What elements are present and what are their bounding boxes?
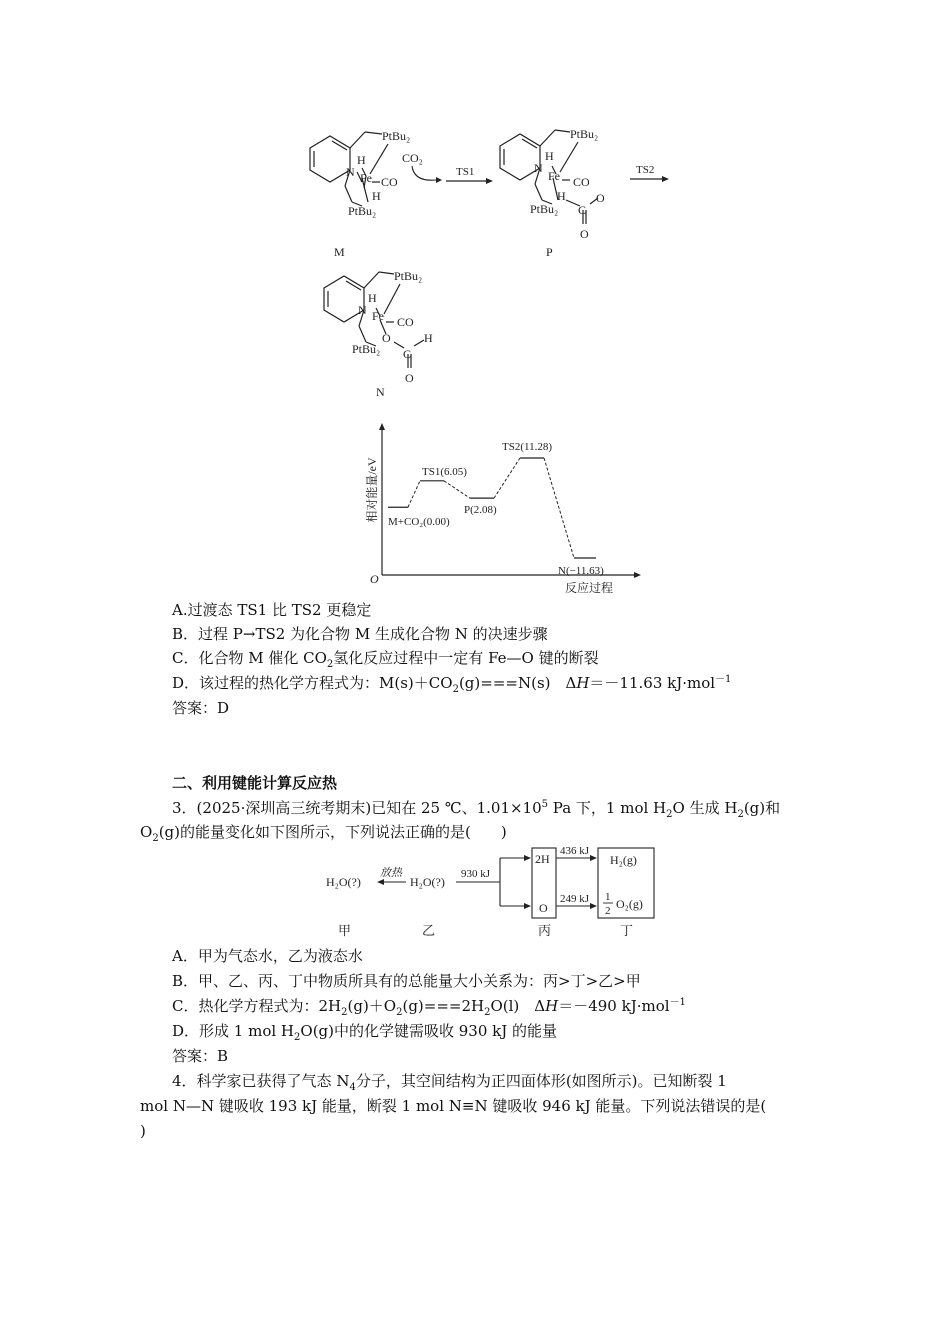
yi-species: H₂O(?) xyxy=(410,875,445,889)
q2-answer: 答案：D xyxy=(172,699,230,717)
label-n: N xyxy=(376,385,385,399)
p-c: C xyxy=(578,203,587,217)
energy-label-4: N(−11.63) xyxy=(558,565,604,577)
ts2-arrow-label: TS2 xyxy=(636,164,655,176)
q2-option-d: D．该过程的热化学方程式为：$M(s)+CO_2(g)===N(s)$ ΔH＝－11.63 kJ·mol$^{-1}$ xyxy=(172,674,732,695)
co2-curved-arrow xyxy=(412,166,436,180)
q3-option-b: B．甲、乙、丙、丁中物质所具有的总能量大小关系为：丙>丁>乙>甲 xyxy=(172,972,641,990)
p-o-bottom: O xyxy=(580,227,589,241)
q3-option-a: A．甲为气态水，乙为液态水 xyxy=(172,947,363,965)
chart-ylabel: 相对能量/eV xyxy=(365,457,379,523)
n-n: N xyxy=(358,303,367,317)
m-group-top: PtBu₂ xyxy=(382,129,411,143)
q2-option-b: B．过程 P→TS2 为化合物 M 生成化合物 N 的决速步骤 xyxy=(172,625,548,643)
e436-label: 436 kJ xyxy=(560,845,590,857)
reaction-scheme xyxy=(290,120,690,410)
q4-stem-line-1: 4．科学家已获得了气态 $N_4$分子，其空间结构为正四面体形(如图所示)。已知断裂 1 xyxy=(172,1072,727,1093)
ding-half-num: 1 xyxy=(605,891,611,903)
p-group-top: PtBu₂ xyxy=(570,127,599,141)
label-jia: 甲 xyxy=(338,923,352,938)
m-h-top: H xyxy=(357,153,366,167)
n-o-bottom: O xyxy=(405,371,414,385)
release-heat-label: 放热 xyxy=(380,867,402,879)
energy-connector-2 xyxy=(494,458,520,498)
energy-label-2: P(2.08) xyxy=(464,504,497,517)
label-yi: 乙 xyxy=(422,923,436,938)
energy-connector-3 xyxy=(544,458,574,558)
ding-o2: O₂(g) xyxy=(616,897,643,911)
n-h-top: H xyxy=(368,291,377,305)
e930-label: 930 kJ xyxy=(461,868,491,880)
e436-arrow-head xyxy=(590,855,597,861)
label-bing: 丙 xyxy=(538,923,552,938)
jia-species: H₂O(?) xyxy=(326,875,361,889)
p-h-bottom: H xyxy=(557,189,566,203)
p-group-bottom: PtBu₂ xyxy=(530,202,559,216)
fork-bottom-head xyxy=(524,903,531,909)
ts1-arrow-head xyxy=(486,178,493,184)
q3-stem-line-1: 3．(2025·深圳高三统考期末)已知在 25 ℃、$1.01\times 10^5$ Pa 下，1 mol $H_2O$ 生成 $H_2(g)$和 xyxy=(172,799,781,820)
chart-xlabel: 反应过程 xyxy=(565,581,614,595)
q3-answer: 答案：B xyxy=(172,1047,229,1065)
n-group-top: PtBu₂ xyxy=(394,269,423,283)
p-co: CO xyxy=(573,175,590,189)
bing-2h: 2H xyxy=(535,852,550,866)
section-2-title: 二、利用键能计算反应热 xyxy=(172,774,338,792)
p-n: N xyxy=(534,161,543,175)
q2-option-c: C．化合物 M 催化 $CO_2$氢化反应过程中一定有 Fe—O 键的断裂 xyxy=(172,649,599,670)
m-h-bottom: H xyxy=(372,189,381,203)
energy-label-3: TS2(11.28) xyxy=(502,441,553,453)
y-axis-arrow xyxy=(379,423,385,430)
e249-arrow-head xyxy=(590,903,597,909)
co2-arrow-head xyxy=(436,177,442,183)
q3-option-d: D．形成 1 mol $H_2O(g)$中的化学键需吸收 930 kJ 的能量 xyxy=(172,1022,558,1043)
m-group-bottom: PtBu₂ xyxy=(348,204,377,218)
water-energy-diagram xyxy=(320,842,665,942)
n-group-bottom: PtBu₂ xyxy=(352,342,381,356)
label-m: M xyxy=(334,245,345,259)
n-h-right: H xyxy=(424,331,433,345)
p-h-top: H xyxy=(545,149,554,163)
bing-o: O xyxy=(539,901,548,915)
label-p: P xyxy=(546,245,553,259)
n-fe: Fe xyxy=(372,309,384,323)
energy-label-0: M+CO₂(0.00) xyxy=(388,516,450,529)
q4-stem-line-3: ) xyxy=(140,1122,146,1140)
chart-origin: O xyxy=(370,572,379,586)
n-o: O xyxy=(382,331,391,345)
release-heat-arrow-head xyxy=(377,879,384,885)
fork-top-head xyxy=(524,855,531,861)
m-fe: Fe xyxy=(360,171,372,185)
n-c: C xyxy=(403,347,412,361)
ding-h2: H₂(g) xyxy=(610,853,637,867)
m-co: CO xyxy=(381,175,398,189)
n-co: CO xyxy=(397,315,414,329)
label-ding: 丁 xyxy=(620,923,634,938)
energy-connector-0 xyxy=(408,481,420,507)
energy-profile-chart xyxy=(360,420,650,600)
e249-label: 249 kJ xyxy=(560,893,590,905)
ts2-arrow-head xyxy=(662,176,669,182)
m-n: N xyxy=(346,165,355,179)
x-axis-arrow xyxy=(634,572,641,578)
m-co2: CO₂ xyxy=(402,151,423,165)
energy-connector-1 xyxy=(444,481,470,498)
ding-half-den: 2 xyxy=(605,905,611,917)
q3-stem-line-2: $O_2(g)$的能量变化如下图所示，下列说法正确的是( ) xyxy=(140,823,507,844)
p-o-right: O xyxy=(596,191,605,205)
q4-stem-line-2: mol N—N 键吸收 193 kJ 能量，断裂 1 mol N≡N 键吸收 946 kJ 能量。下列说法错误的是( xyxy=(140,1097,767,1115)
q2-option-a: A.过渡态 TS1 比 TS2 更稳定 xyxy=(172,601,372,619)
q3-option-c: C．热化学方程式为：$2H_2(g)+O_2(g)===2H_2O(l)$ ΔH＝－490 kJ·mol$^{-1}$ xyxy=(172,997,686,1018)
p-fe: Fe xyxy=(548,169,560,183)
energy-label-1: TS1(6.05) xyxy=(422,465,467,478)
ts1-arrow-label: TS1 xyxy=(456,166,475,178)
